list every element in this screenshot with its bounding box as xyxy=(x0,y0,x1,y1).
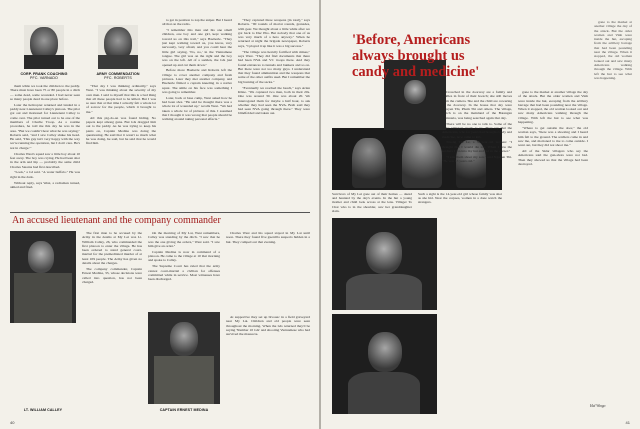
paragraph: Truong Thi Le, a 54-year-old woman: "I thought that I would die too. When I saw the soldiers I ran into my hut and hid in the corner." xyxy=(442,140,512,154)
bottom-column-1 xyxy=(82,231,142,403)
paragraph: There will be no one to talk to. Some of the older villagers speak to us. They say that the Americans, who for years had brought candy and medicine, now came to kill. xyxy=(442,121,512,139)
paragraph: The first man to be accused by the Army in the deaths at My Lai was Lt. William Calley, 26, who commanded the first platoon to enter the village. He has been ordered to stand general court-martial for the premeditated murder of at least 109 people. The Army has given no details about the charges. xyxy=(82,231,142,266)
page-headline: 'Before, Americans always brought us candy and medicine' xyxy=(352,32,480,80)
portrait-2-rank: ARMY COMMENDATION xyxy=(96,72,140,76)
bottom-column-3 xyxy=(226,231,310,311)
portrait-2-name: PFC. ROBERTS xyxy=(104,76,132,81)
bottom-column-2 xyxy=(148,231,220,309)
left-column-1 xyxy=(10,84,80,209)
paragraph: gone to the market at another village the day of the attack. But the older women and Vinh were inside the hut, escaping from the artillery barrage that had been pounding near the village. When it stopped, the old woman looked out and saw many Americans walking through the village. With left the hut to see what was happening. xyxy=(518,90,588,125)
portrait-shirt xyxy=(98,55,138,69)
right-column-1 xyxy=(442,90,512,410)
paragraph: All of the Sklar villagers who say the Americans said the gun-shots were not bad. Then they showed us that the village had been destroyed. xyxy=(518,149,588,166)
section-headline: An accused lieutenant and the company commander xyxy=(12,215,221,226)
paragraph: to get in position to zap the sniper. But I heard all that on the radio. xyxy=(162,18,232,27)
section-rule xyxy=(10,212,310,213)
paragraph: The Supreme Court has ruled that the army cannot court-martial a civilian for offenses committed while in service. Most witnesses have been discharged. xyxy=(148,264,220,282)
calley-photo xyxy=(10,231,76,323)
girl-photo xyxy=(332,218,437,310)
photo-body xyxy=(14,273,72,323)
paragraph: Before more Haeberle and Roberts left the village to cover another company and fresh pictures. Later they met another company, and Haeberle filmed a captain kneeling in a native squat. The smile on his face was something I was going to remember. xyxy=(162,68,232,94)
portrait-shirt xyxy=(24,55,64,69)
right-column-3 xyxy=(594,20,632,400)
medina-caption-text: CAPTAIN ERNEST MEDINA xyxy=(159,408,209,412)
woman-body xyxy=(348,372,420,414)
page-number-right: 41 xyxy=(625,420,630,425)
photo-body xyxy=(154,356,214,404)
paragraph: "Eventually we reached the beach," says Arlen Kline. "We captured two men, both in their 20s. One was around 30. One was about 20. We interrogated them for maybe a half hour, to ask whether they had seen the NVA. Both said they had seen NVA going through there." They were blindfolded and taken out. xyxy=(238,85,310,116)
woman-face xyxy=(368,332,402,372)
paragraph: Without reply, says West, a radioman turned, aimed and fired. xyxy=(10,180,80,189)
right-column-2 xyxy=(518,90,588,400)
paragraph: "They captured three weapons [in total]," says Roberts. "90 rounds of mortar rounds, grenades, with gear. We thought about a little while after we got back to Duc Pho. But nobody that one of us was very much of a hero anyway." When he returned at night the brigade newspaper, Roberts says, "I played it up like it was a big success." xyxy=(238,18,310,48)
paragraph: Later, back at base camp, West asked how he had been shot. "He said he thought there was a whole lot of wounded up," recalls West. "We had taken a whole lot of pictures of this. I assumed that I thought it was wrong that people should be walking around taking personal effects." xyxy=(162,95,232,122)
paragraph: Crouched in the doorway are a family and piddles in front of their hootch; she still moves from the camera. She and the child are cowering in the doorway. In the house that day were Nguyen Thi, Pham Thi and others. The village, which is on the mainland of the Batangan Peninsula, was being searched again that day. xyxy=(442,90,512,120)
paragraph: Later the helicopter returned and landed in a paddy near Lieutenant Calley's platoon. The pilot got out and motioned for Lieutenant Calley to come over. The pilot turned out to be one of the members of Charlie Troop. As a routine procedure, he told me this day he was in the area. "But we couldn't hear what he was saying," Roberts said, "and I saw Calley shake his head. He said, 'This guy isn't very happy with the way we're running the operation, but I don't care. He's not in charge.'" xyxy=(10,102,80,150)
paragraph: Charles West's squad saw a little boy about 10 feet away. The boy was crying. He had been shot in the arm and hip — probably the same child Charles Stearns had first described. xyxy=(10,151,80,169)
left-column-3 xyxy=(162,18,232,209)
paragraph: "The village was heavily fortified with mines," says West. "They did find documents that there had been NVA and VC troops there. And they found entrances to tunnels and bunkers and so on. But there were not too many guys. I understand that they found ammunition and the weapons that some of the other outfits used. But I remember the big burning of the sacks." xyxy=(238,49,310,84)
gutter xyxy=(319,0,321,429)
paragraph: Charles West and his squad stayed in My Lai until noon. There they found five guerrilla suspects hidden in a hut. They camped out that evening. xyxy=(226,231,310,244)
medina-photo xyxy=(148,312,220,404)
photo-face xyxy=(170,322,198,356)
photo-face xyxy=(28,241,54,273)
paragraph: All this pig-do-an was found hiding. No papers kept among guns. But GIs dragged him out to the paddy. As he was trying to keep his pants on, Captain Medina was doing the questioning. He said that it wasn't so much what he was doing, he said, but he said that he would find him. xyxy=(86,115,156,146)
paragraph: The company commander, Captain Ernest Medina, 33, whose decisions were called into question, has not been charged. xyxy=(82,266,142,284)
portrait-commendation xyxy=(98,25,138,69)
left-column-2 xyxy=(86,84,156,209)
girl-face xyxy=(366,232,402,274)
byline-signoff: Hal Wingo xyxy=(590,404,606,408)
calley-caption-text: LT. WILLIAM CALLEY xyxy=(23,408,63,412)
paragraph: "I remember this man and his one small children, one boy and one girl, kept walking toward us on this trail," says Haeberle. "They just kept walking toward us, you know, very nervously, very afraid, and you could hear the little girl saying, 'No, no,' in the Vietnamese tongue. The girl was on the right and the boy was on the left. All of a sudden, the GIs just opened up and cut them down." xyxy=(162,28,232,67)
photo-caption-left: Survivors of My Lai gaze out of their homes — dazed and haunted by the day's events. In the hut a young mother and child look across at the lens. Villager To Chat who is in the shoulder, saw her granddaughter slain. xyxy=(332,192,412,213)
portrait-1-caption xyxy=(10,72,78,80)
paragraph: "I saw them shoot my son," said Nguyen Thi. "He was 13 years old." xyxy=(442,154,512,164)
medina-caption xyxy=(146,408,222,412)
child-face xyxy=(404,80,426,104)
paragraph: On the morning of My Lai, West remembers, Calley was standing by the ditch. "I saw that he was the one giving the orders," West said. "I saw him give an order." xyxy=(148,231,220,248)
portrait-coaching xyxy=(24,25,64,69)
paragraph: gone to the market at another village the day of the attack. But the older women and Vinh were inside the hut, escaping from the artillery barrage that had been pounding near the village. When it stopped, the old woman looked out and saw many Americans walking through the village. With left the hut to see what was happening. xyxy=(594,20,632,80)
paragraph: "Look," a GI said. "A water buffalo." He was right in the dark. xyxy=(10,170,80,179)
villager-figure xyxy=(352,138,386,188)
villager-figure xyxy=(402,134,442,188)
paragraph: them while we took the children to the paddy. There must have been 75 or 80 people in a ditch — some dead, some wounded. I had never seen so many people dead in one place before. xyxy=(10,84,80,101)
portrait-2-caption xyxy=(84,72,152,80)
paragraph: "Where to get outside the door," the old woman says, "there was a shooting and I heard him fall to the ground. The soldiers came in and saw me, and motioned to me to come outside. I went out, but they did not shoot me." xyxy=(518,125,588,148)
paragraph: "That day I was thinking ordinarily," says West. "I was thinking about the severity of my own men. I said to myself that this is a bad thing that all these people had to be killed. But I was so sure that at that time I actually felt a whole lot of sorrow for the people, which it brought to me." xyxy=(86,84,156,114)
portrait-1-name: PFC. VARNADO xyxy=(30,76,58,81)
paragraph: At supportive they set up bivouac in a field graveyard near My Lai. Children and old people were seen throughout the morning. When the GIs returned they'd be saying 'Number 10 GIs' and shooting Vietnamese who had survived the massacre. xyxy=(226,315,310,337)
bottom-column-4 xyxy=(226,315,310,405)
calley-caption xyxy=(10,408,76,412)
woman-photo xyxy=(332,314,437,414)
page-number-left: 40 xyxy=(10,420,15,425)
photo-caption-right: Such a sight is the 14-year-old girl whose family was shot as she hid. Near the corpses, women in a daze watch the strangers. xyxy=(418,192,502,205)
portrait-1-rank: CORP. FRANK COACHING xyxy=(20,72,68,76)
paragraph: Captain Medina is now in command of a platoon. He came to the village at 10 that morning and spoke to Calley. xyxy=(148,249,220,263)
left-column-4 xyxy=(238,18,310,209)
girl-body xyxy=(346,274,422,310)
